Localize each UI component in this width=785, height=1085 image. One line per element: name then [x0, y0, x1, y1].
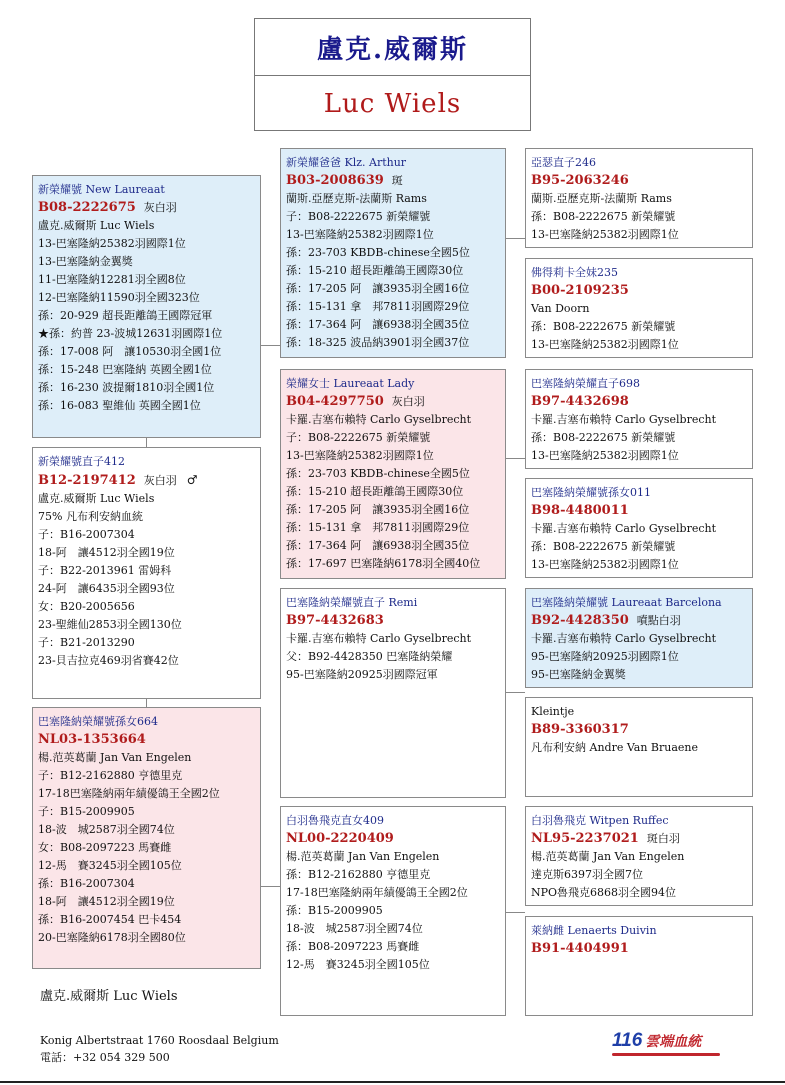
info-line: 18-波 城2587羽全國74位	[286, 922, 423, 935]
bottom-divider	[0, 1081, 785, 1083]
info-line: 孫：18-325 波品納3901羽全國37位	[286, 336, 470, 349]
info-line: 13-巴塞隆納25382羽國際1位	[531, 338, 679, 351]
bird-name: 新榮耀號直子412	[38, 455, 125, 468]
gs2-bird-card	[525, 369, 753, 469]
info-line: 子：B16-2007304	[38, 528, 135, 541]
info-line: 孫：15-210 超長距離鴿王國際30位	[286, 485, 464, 498]
info-line: 孫：20-929 超長距離鴿王國際冠軍	[38, 309, 213, 322]
info-line: 孫：15-131 拿 邦7811羽國際29位	[286, 300, 470, 313]
barcelona-bird-card	[525, 588, 753, 688]
info-line: 孫：B15-2009905	[286, 904, 383, 917]
bird-name: 佛得莉卡全妹235	[531, 266, 618, 279]
ring-number: B91-4404991	[531, 941, 629, 956]
gd2-bird-card	[525, 478, 753, 578]
bird-name: 白羽魯飛克直女409	[286, 814, 384, 827]
feather-color: 灰白羽	[143, 474, 177, 487]
info-line: 13-巴塞隆納25382羽國際1位	[286, 228, 434, 241]
footer-address: Konig Albertstraat 1760 Roosdaal Belgium	[40, 1034, 279, 1047]
info-line: 11-巴塞隆納12281羽全國8位	[38, 273, 186, 286]
connector-line	[505, 912, 525, 913]
info-line: 95-巴塞隆納20925羽國際冠軍	[286, 668, 438, 681]
feather-color: 灰白羽	[143, 201, 177, 214]
info-line: 75% 凡布利安納血統	[38, 510, 143, 523]
connector-line	[260, 886, 280, 887]
info-line: 18-波 城2587羽全國74位	[38, 823, 175, 836]
info-line: 蘭斯.亞歷克斯-法蘭斯 Rams	[286, 192, 427, 205]
info-line: 子：B15-2009905	[38, 805, 135, 818]
bird-name: 新榮耀號 New Laureaat	[38, 183, 165, 196]
feather-color: 斑白羽	[646, 832, 680, 845]
info-line: 17-18巴塞隆納兩年績優鴿王全國2位	[38, 787, 220, 800]
info-line: 楊.范英葛蘭 Jan Van Engelen	[38, 751, 192, 764]
bird-name: 萊納雌 Lenaerts Duivin	[531, 924, 657, 937]
info-line: 孫：15-210 超長距離鴿王國際30位	[286, 264, 464, 277]
info-line: 孫：17-205 阿 讓3935羽全國16位	[286, 503, 470, 516]
logo-number: 116	[612, 1030, 643, 1051]
info-line: 孫：17-008 阿 讓10530羽全國1位	[38, 345, 222, 358]
info-line: 18-阿 讓4512羽全國19位	[38, 546, 175, 559]
info-line: 凡布利安納 Andre Van Bruaene	[531, 741, 698, 754]
info-line: 24-阿 讓6435羽全國93位	[38, 582, 175, 595]
info-line: 孫：B08-2222675 新榮耀號	[531, 320, 676, 333]
info-line: 12-馬 賽3245羽全國105位	[286, 958, 430, 971]
gs1-bird-card	[525, 148, 753, 248]
ring-number: B92-4428350	[531, 613, 629, 628]
info-line: ★孫：約普 23-波城12631羽國際1位	[38, 327, 223, 340]
info-line: 孫：B12-2162880 亨德里克	[286, 868, 431, 881]
kleintje-bird-card	[525, 697, 753, 797]
info-line: 孫：B08-2222675 新榮耀號	[531, 431, 676, 444]
subject-bird-card	[32, 175, 261, 438]
ring-number: B08-2222675	[38, 200, 136, 215]
bird-name: 新榮耀爸爸 Klz. Arthur	[286, 156, 407, 169]
remi-bird-card	[280, 588, 506, 798]
ring-number: B00-2109235	[531, 283, 629, 298]
ring-number: NL03-1353664	[38, 732, 146, 747]
info-line: 13-巴塞隆納25382羽國際1位	[531, 558, 679, 571]
feather-color: 噴點白羽	[636, 614, 681, 627]
info-line: 13-巴塞隆納25382羽國際1位	[531, 449, 679, 462]
bird-name: 巴塞隆納榮耀號孫女011	[531, 486, 651, 499]
info-line: 卡羅.吉塞布賴特 Carlo Gyselbrecht	[531, 522, 717, 535]
witpen-bird-card	[525, 806, 753, 906]
info-line: 孫：B08-2222675 新榮耀號	[531, 210, 676, 223]
info-line: 孫：B08-2097223 馬賽雌	[286, 940, 420, 953]
info-line: 卡羅.吉塞布賴特 Carlo Gyselbrecht	[286, 413, 472, 426]
male-sex-icon: ♂	[186, 473, 198, 487]
info-line: 孫：16-083 聖維仙 英國全國1位	[38, 399, 201, 412]
ring-number: B95-2063246	[531, 173, 629, 188]
bird-name: 巴塞隆納榮耀號孫女664	[38, 715, 158, 728]
info-line: 12-馬 賽3245羽全國105位	[38, 859, 182, 872]
info-line: 23-聖維仙2853羽全國130位	[38, 618, 182, 631]
connector-line	[260, 345, 280, 346]
info-line: 23-貝吉拉克469羽省賽42位	[38, 654, 179, 667]
info-line: 卡羅.吉塞布賴特 Carlo Gyselbrecht	[531, 413, 717, 426]
ruffec409-bird-card	[280, 806, 506, 1016]
owner-name-en: Luc Wiels	[323, 89, 462, 119]
info-line: 孫：23-703 KBDB-chinese全國5位	[286, 467, 470, 480]
info-line: 卡羅.吉塞布賴特 Carlo Gyselbrecht	[531, 632, 717, 645]
footer-phone: 電話：+32 054 329 500	[40, 1051, 170, 1064]
info-line: 孫：23-703 KBDB-chinese全國5位	[286, 246, 470, 259]
ring-number: B12-2197412	[38, 473, 136, 488]
info-line: 95-巴塞隆納20925羽國際1位	[531, 650, 679, 663]
info-line: 95-巴塞隆納金翼獎	[531, 668, 626, 681]
footer-owner-name: 盧克.威爾斯 Luc Wiels	[40, 989, 178, 1004]
info-line: 子：B12-2162880 亨德里克	[38, 769, 183, 782]
info-line: 12-巴塞隆納11590羽全國323位	[38, 291, 200, 304]
info-line: 孫：B16-2007454 巴卡454	[38, 913, 182, 926]
logo-swoosh-icon	[612, 1053, 720, 1056]
feather-color: 斑	[391, 174, 403, 187]
info-line: 父：B92-4428350 巴塞隆納榮耀	[286, 650, 453, 663]
feather-color: 灰白羽	[391, 395, 425, 408]
ring-number: B97-4432698	[531, 394, 629, 409]
info-line: 孫：17-697 巴塞隆納6178羽全國40位	[286, 557, 481, 570]
info-line: Van Doorn	[531, 302, 590, 315]
info-line: 子：B08-2222675 新榮耀號	[286, 431, 431, 444]
granddaughter-bird-card	[32, 707, 261, 969]
info-line: 楊.范英葛蘭 Jan Van Engelen	[286, 850, 440, 863]
ring-number: B89-3360317	[531, 722, 629, 737]
info-line: 孫：15-248 巴塞隆納 英國全國1位	[38, 363, 212, 376]
connector-line	[505, 458, 525, 459]
connector-line	[505, 238, 525, 239]
bird-name: Kleintje	[531, 705, 575, 718]
info-line: 孫：17-205 阿 讓3935羽全國16位	[286, 282, 470, 295]
info-line: 達克斯6397羽全國7位	[531, 868, 643, 881]
info-line: 孫：17-364 阿 讓6938羽全國35位	[286, 539, 470, 552]
duivin-bird-card	[525, 916, 753, 1016]
info-line: 孫：17-364 阿 讓6938羽全國35位	[286, 318, 470, 331]
info-line: 孫：15-131 拿 邦7811羽國際29位	[286, 521, 470, 534]
info-line: 孫：16-230 波提爾1810羽全國1位	[38, 381, 215, 394]
ring-number: B03-2008639	[286, 173, 384, 188]
info-line: 20-巴塞隆納6178羽全國80位	[38, 931, 186, 944]
info-line: NPO魯飛克6868羽全國94位	[531, 886, 677, 899]
info-line: 女：B20-2005656	[38, 600, 135, 613]
info-line: 孫：B08-2222675 新榮耀號	[531, 540, 676, 553]
bird-name: 榮耀女士 Laureaat Lady	[286, 377, 415, 390]
gd1-bird-card	[525, 258, 753, 358]
son-bird-card	[32, 447, 261, 699]
info-line: 17-18巴塞隆納兩年績優鴿王全國2位	[286, 886, 468, 899]
owner-name-zh: 盧克.威爾斯	[316, 34, 469, 65]
info-line: 孫：B16-2007304	[38, 877, 135, 890]
info-line: 盧克.威爾斯 Luc Wiels	[38, 492, 155, 505]
connector-line	[505, 692, 525, 693]
info-line: 18-阿 讓4512羽全國19位	[38, 895, 175, 908]
pedigree-title	[254, 18, 531, 131]
connector-line	[146, 698, 147, 707]
info-line: 子：B22-2013961 雷姆科	[38, 564, 172, 577]
info-line: 蘭斯.亞歷克斯-法蘭斯 Rams	[531, 192, 672, 205]
info-line: 女：B08-2097223 馬賽雌	[38, 841, 172, 854]
info-line: 卡羅.吉塞布賴特 Carlo Gyselbrecht	[286, 632, 472, 645]
ring-number: B04-4297750	[286, 394, 384, 409]
bird-name: 巴塞隆納榮耀直子698	[531, 377, 640, 390]
bird-name: 巴塞隆納榮耀號直子 Remi	[286, 596, 418, 609]
info-line: 盧克.威爾斯 Luc Wiels	[38, 219, 155, 232]
info-line: 13-巴塞隆納25382羽國際1位	[531, 228, 679, 241]
info-line: 子：B21-2013290	[38, 636, 135, 649]
info-line: 子：B08-2222675 新榮耀號	[286, 210, 431, 223]
brand-logo	[612, 1030, 701, 1052]
ring-number: B98-4480011	[531, 503, 629, 518]
ring-number: B97-4432683	[286, 613, 384, 628]
info-line: 13-巴塞隆納25382羽國際1位	[38, 237, 186, 250]
info-line: 13-巴塞隆納金翼獎	[38, 255, 133, 268]
bird-name: 巴塞隆納榮耀號 Laureaat Barcelona	[531, 596, 722, 609]
ring-number: NL00-2220409	[286, 831, 394, 846]
logo-text: 雲端血統	[645, 1033, 702, 1049]
sire-bird-card	[280, 148, 506, 358]
connector-line	[146, 437, 147, 447]
info-line: 13-巴塞隆納25382羽國際1位	[286, 449, 434, 462]
bird-name: 白羽魯飛克 Witpen Ruffec	[531, 814, 669, 827]
ring-number: NL95-2237021	[531, 831, 639, 846]
bird-name: 亞瑟直子246	[531, 156, 596, 169]
info-line: 楊.范英葛蘭 Jan Van Engelen	[531, 850, 685, 863]
dam-bird-card	[280, 369, 506, 579]
